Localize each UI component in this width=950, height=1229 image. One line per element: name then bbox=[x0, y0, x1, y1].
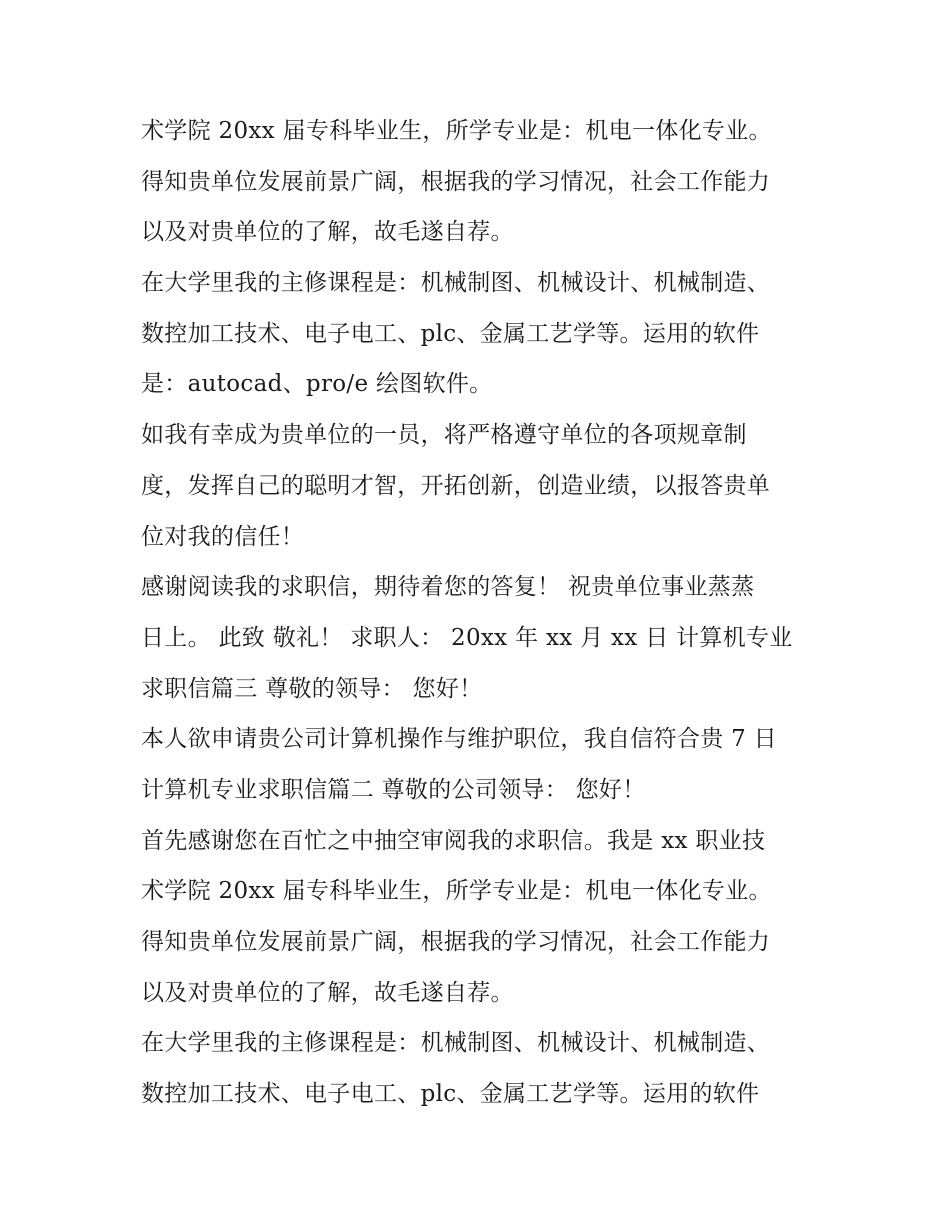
text-line: 在大学里我的主修课程是：机械制图、机械设计、机械制造、 bbox=[141, 1030, 771, 1057]
text-line: 位对我的信任！ bbox=[141, 523, 305, 550]
text-line: 数控加工技术、电子电工、plc、金属工艺学等。运用的软件 bbox=[141, 320, 760, 347]
text-line: 以及对贵单位的了解，故毛遂自荐。 bbox=[141, 979, 514, 1006]
text-line: 首先感谢您在百忙之中抽空审阅我的求职信。我是 xx 职业技 bbox=[141, 827, 766, 854]
text-line: 本人欲申请贵公司计算机操作与维护职位，我自信符合贵 7 日 bbox=[141, 726, 777, 753]
text-line: 术学院 20xx 届专科毕业生，所学专业是：机电一体化专业。 bbox=[141, 878, 772, 905]
text-line: 求职信篇三 尊敬的领导： 您好！ bbox=[141, 675, 483, 702]
text-line: 得知贵单位发展前景广阔，根据我的学习情况，社会工作能力 bbox=[141, 929, 771, 955]
text-line: 日上。 此致 敬礼！ 求职人： 20xx 年 xx 月 xx 日 计算机专业 bbox=[141, 624, 793, 651]
text-line: 度，发挥自己的聪明才智，开拓创新，创造业绩，以报答贵单 bbox=[141, 472, 771, 499]
text-line: 是：autocad、pro/e 绘图软件。 bbox=[141, 371, 493, 398]
text-line: 如我有幸成为贵单位的一员，将严格遵守单位的各项规章制 bbox=[141, 422, 747, 449]
text-line: 在大学里我的主修课程是：机械制图、机械设计、机械制造、 bbox=[141, 270, 771, 297]
text-line: 感谢阅读我的求职信，期待着您的答复！ 祝贵单位事业蒸蒸 bbox=[141, 574, 755, 601]
text-line: 术学院 20xx 届专科毕业生，所学专业是：机电一体化专业。 bbox=[141, 118, 772, 144]
text-line: 计算机专业求职信篇二 尊敬的公司领导： 您好！ bbox=[141, 776, 646, 803]
text-line: 得知贵单位发展前景广阔，根据我的学习情况，社会工作能力 bbox=[141, 168, 771, 195]
body-text bbox=[141, 106, 821, 1120]
text-line: 以及对贵单位的了解，故毛遂自荐。 bbox=[141, 219, 514, 246]
text-line: 数控加工技术、电子电工、plc、金属工艺学等。运用的软件 bbox=[141, 1081, 760, 1108]
